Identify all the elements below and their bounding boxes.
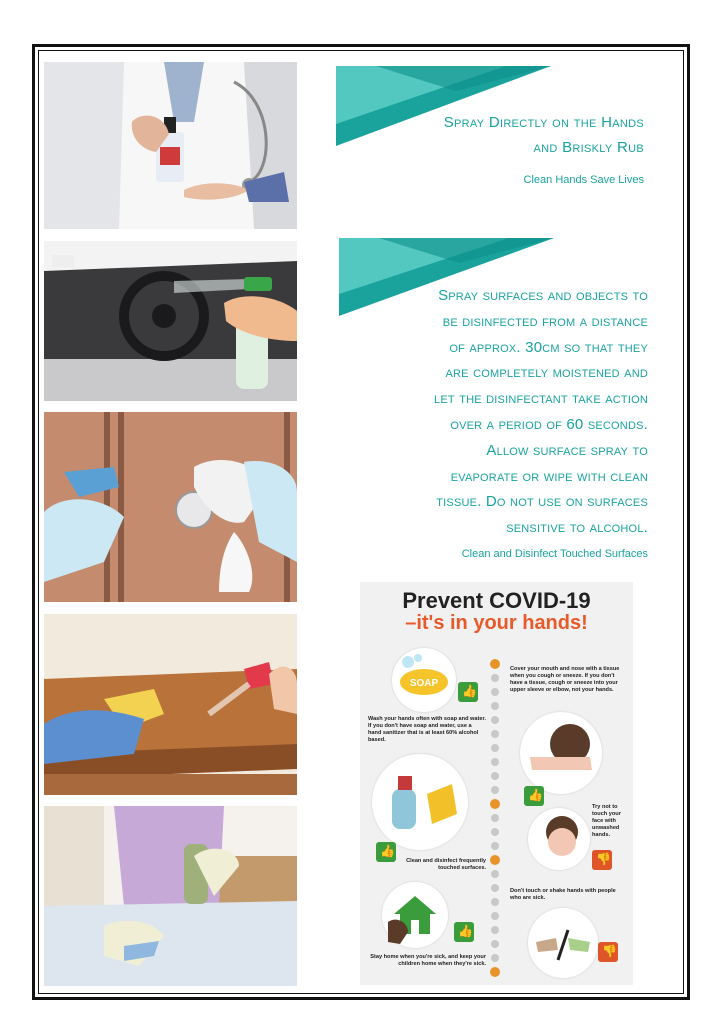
section2-line: Allow surface spray to: [486, 441, 648, 459]
covid-poster: [360, 582, 633, 985]
home-circle: [382, 882, 448, 948]
thumbs-up-icon: 👍: [454, 922, 474, 942]
table-cleaning-photo: [44, 806, 297, 986]
section2-subtitle: Clean and Disinfect Touched Surfaces: [461, 548, 648, 560]
section2-line: over a period of 60 seconds.: [450, 415, 648, 433]
face-icon: [528, 808, 590, 870]
section2-line: be disinfected from a distance: [442, 312, 648, 330]
cough-elbow-circle: [520, 712, 602, 794]
section2-line: tissue. Do not use on surfaces: [436, 493, 648, 511]
tip-wash-hands: Wash your hands often with soap and water. If you don't have soap and water, use a hand sanitizer that is at least 60% alcohol based.: [368, 716, 486, 743]
section2-line: sensitive to alcohol.: [506, 519, 648, 537]
section1-subtitle: Clean Hands Save Lives: [523, 174, 644, 186]
car-interior-spray-photo: [44, 241, 297, 401]
section2-line: Spray surfaces and objects to: [438, 287, 648, 304]
tip-no-handshake: Don't touch or shake hands with people who are sick.: [510, 888, 616, 901]
poster-title: Prevent COVID-19: [402, 588, 591, 613]
dotted-divider: [488, 652, 502, 977]
tip-cover-mouth: Cover your mouth and nose with a tissue when you cough or sneeze. If you don't have a tissue, cough or sneeze into your upper sleeve or elbow, not your hands.: [510, 666, 620, 693]
handshake-circle: [528, 908, 598, 978]
poster-subtitle: –it's in your hands!: [405, 612, 588, 634]
thumbs-down-icon: 👎: [598, 942, 618, 962]
spray-bottle-icon: [372, 754, 468, 850]
touch-face-circle: [528, 808, 590, 870]
house-icon: [382, 882, 448, 948]
thumbs-up-icon: 👍: [524, 786, 544, 806]
spray-circle: [372, 754, 468, 850]
teal-banner-1: [336, 66, 551, 146]
tip-disinfect: Clean and disinfect frequently touched surfaces.: [406, 858, 486, 871]
soap-icon: [392, 648, 456, 712]
section1-title-line1: Spray Directly on the Hands: [443, 114, 644, 131]
tip-stay-home: Stay home when you're sick, and keep your children home when they're sick.: [370, 954, 486, 967]
section2-line: evaporate or wipe with clean: [450, 467, 648, 485]
soap-circle: [392, 648, 456, 712]
thumbs-up-icon: 👍: [376, 842, 396, 862]
section2-body: [434, 283, 648, 541]
section2-line: let the disinfectant take action: [434, 390, 648, 408]
doorknob-cleaning-photo: [44, 412, 297, 602]
section2-line: of approx. 30cm so that they: [449, 338, 648, 356]
thumbs-up-icon: 👍: [458, 682, 478, 702]
section1-title-line2: and Briskly Rub: [533, 139, 644, 156]
counter-cleaning-photo: [44, 614, 297, 795]
soap-label: SOAP: [409, 678, 439, 689]
tip-touch-face: Try not to touch your face with unwashed hands.: [592, 804, 621, 838]
handshake-icon: [528, 908, 598, 978]
cough-elbow-icon: [520, 712, 602, 794]
section2-line: are completely moistened and: [445, 364, 648, 382]
thumbs-down-icon: 👎: [592, 850, 612, 870]
doctor-sanitizer-photo: [44, 62, 297, 229]
